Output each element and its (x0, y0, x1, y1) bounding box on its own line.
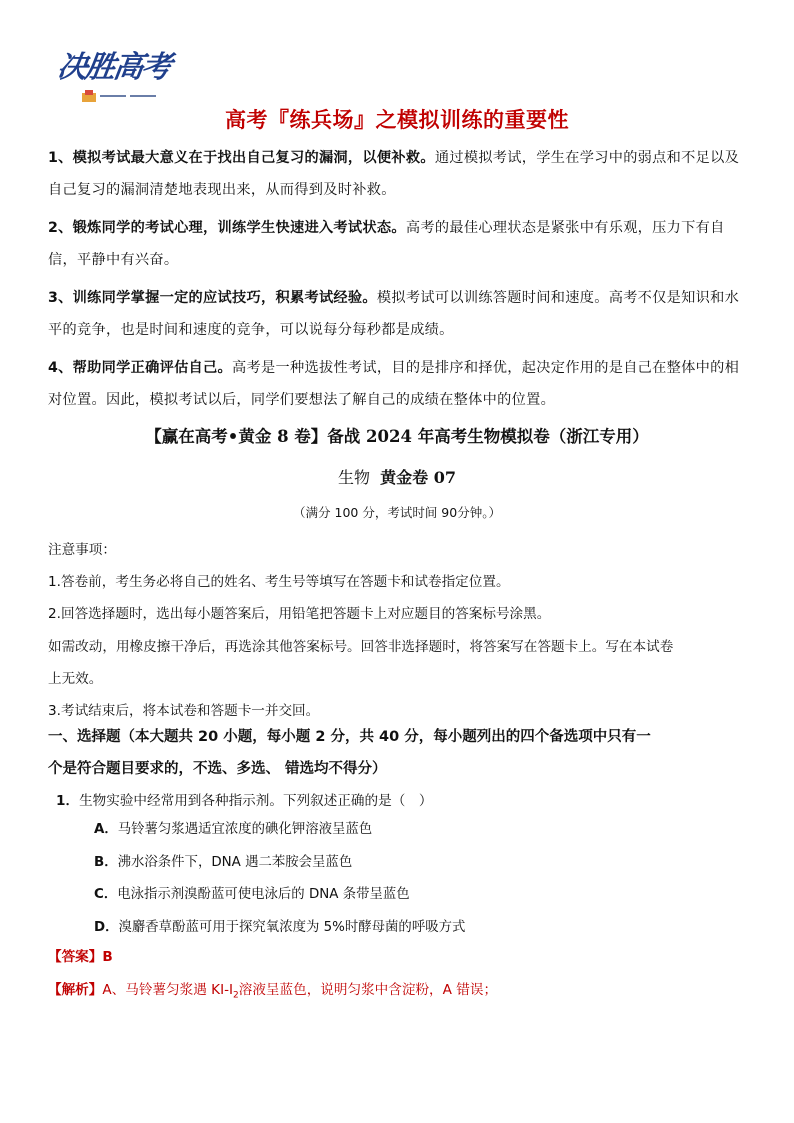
intro-item (48, 213, 740, 276)
score-line: （满分 100 分，考试时间 90分钟。） (293, 505, 501, 520)
notes-line: 3.考试结束后，将本试卷和答题卡一并交回。 (48, 703, 320, 720)
section-heading-line: 一、选择题（本大题共 20 小题，每小题 2 分，共 40 分，每小题列出的四个备选项中只有一 (48, 729, 651, 745)
question-stem (56, 788, 746, 814)
intro-item-lead: 1、模拟考试最大意义在于找出自己复习的漏洞，以便补救。 (48, 150, 435, 166)
question-text: 生物实验中经常用到各种指示剂。下列叙述正确的是（ ） (79, 793, 433, 809)
intro-item-lead: 2、锻炼同学的考试心理，训练学生快速进入考试状态。 (48, 220, 406, 236)
answer-label: 【答案】 (48, 949, 103, 965)
option-text: 电泳指示剂溴酚蓝可使电泳后的 DNA 条带呈蓝色 (117, 887, 410, 902)
analysis-text: A、马铃薯匀浆遇 KI-I (102, 982, 233, 998)
intro-item (48, 283, 740, 346)
option-b (56, 847, 746, 880)
option-a (56, 814, 746, 847)
section-heading-line: 个是符合题目要求的，不选、多选、 错选均不得分） (48, 760, 387, 777)
analysis-text-rest: 溶液呈蓝色，说明匀浆中含淀粉，A 错误； (238, 982, 498, 998)
question-number: 1． (56, 793, 80, 809)
answer-value: B (102, 949, 113, 965)
question-1 (56, 788, 746, 944)
notes-line: 2.回答选择题时，选出每小题答案后，用铅笔把答题卡上对应题目的答案标号涂黑。 (48, 606, 551, 623)
notes-line: 如需改动，用橡皮擦干净后，再选涂其他答案标号。回答非选择题时，将答案写在答题卡上。写在本试卷 (48, 638, 674, 655)
logo (56, 40, 174, 112)
analysis-line (48, 978, 497, 1001)
notes-heading: 注意事项： (48, 542, 116, 558)
section-heading (48, 722, 740, 785)
notes-line: 1.答卷前，考生务必将自己的姓名、考生号等填写在答题卡和试卷指定位置。 (48, 574, 510, 591)
answer-line (48, 945, 113, 965)
option-text: 沸水浴条件下，DNA 遇二苯胺会呈蓝色 (117, 854, 353, 870)
option-key: D． (94, 919, 119, 935)
subject-line (0, 465, 794, 488)
option-key: A． (94, 822, 118, 837)
option-text: 马铃薯匀浆遇适宜浓度的碘化钾溶液呈蓝色 (117, 822, 373, 837)
intro-item-lead: 3、训练同学掌握一定的应试技巧，积累考试经验。 (48, 290, 377, 306)
intro-item-text: 高考是一种选拔性考试，目的是排序和择优，起决定作用的是自己在整体中的相对位置。因此，模拟考试以后，同学们要想法了解自己的成绩在整体中的位置。 (48, 360, 740, 408)
analysis-label: 【解析】 (48, 982, 103, 998)
intro-item-text: 高考的最佳心理状态是紧张中有乐观，压力下有自信，平静中有兴奋。 (48, 220, 725, 268)
paper-name: 黄金卷 07 (380, 468, 457, 487)
intro-item (48, 143, 740, 206)
logo-emblem-icon (82, 90, 162, 104)
notes-line: 上无效。 (48, 670, 103, 687)
notes-section (48, 534, 740, 727)
intro-item-text: 模拟考试可以训练答题时间和速度。高考不仅是知识和水平的竞争，也是时间和速度的竞争，可以说每分每秒都是成绩。 (48, 290, 740, 338)
option-key: B． (94, 854, 118, 870)
intro-item (48, 353, 740, 416)
exam-title: 【赢在高考•黄金 8 卷】备战 2024 年高考生物模拟卷（浙江专用） (145, 427, 649, 446)
page-title: 高考『练兵场』之模拟训练的重要性 (225, 108, 569, 132)
subject-name: 生物 (337, 468, 370, 487)
option-d (56, 912, 746, 945)
option-c (56, 879, 746, 912)
intro-item-text: 通过模拟考试，学生在学习中的弱点和不足以及自己复习的漏洞清楚地表现出来，从而得到及时补救。 (48, 150, 740, 198)
logo-text: 决胜高考 (55, 50, 172, 85)
intro-section (48, 143, 740, 423)
intro-item-lead: 4、帮助同学正确评估自己。 (48, 360, 233, 376)
option-text: 溴麝香草酚蓝可用于探究氧浓度为 5%时酵母菌的呼吸方式 (118, 919, 466, 935)
analysis-subscript: 2 (233, 990, 239, 1001)
option-key: C． (94, 887, 118, 902)
